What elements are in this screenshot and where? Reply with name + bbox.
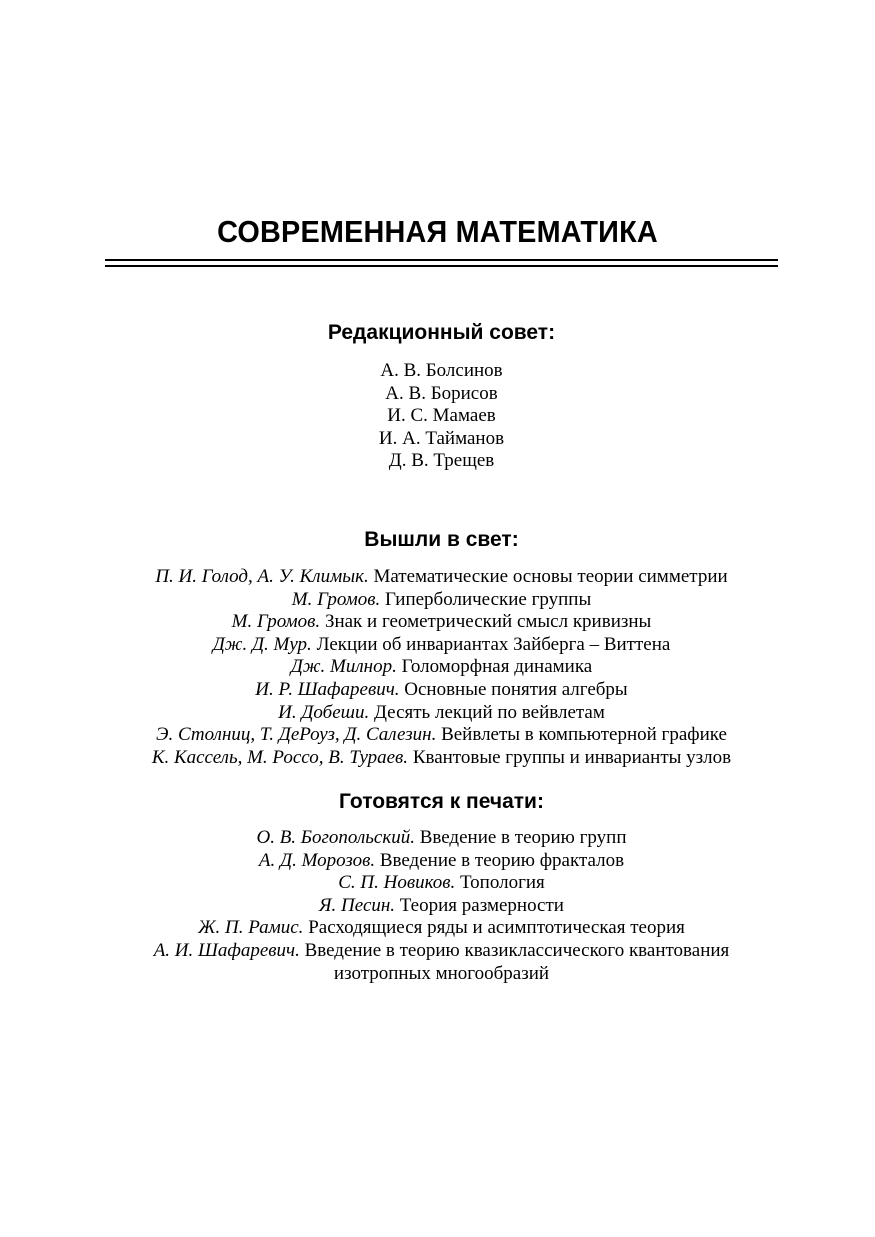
book-title: Десять лекций по вейвлетам: [373, 701, 605, 723]
book-author: А. И. Шафаревич.: [153, 939, 300, 961]
editorial-board-heading: Редакционный совет:: [327, 321, 556, 344]
book-author: Я. Песин.: [319, 894, 396, 916]
book-author: С. П. Новиков.: [338, 872, 456, 894]
book-entry: [0, 895, 875, 918]
book-title: Квантовые группы и инварианты узлов: [412, 746, 732, 768]
title-double-rule: [105, 259, 778, 268]
book-entry: [0, 589, 875, 612]
book-author: И. Р. Шафаревич.: [255, 678, 400, 700]
book-entry: [0, 940, 875, 985]
book-author: И. Добеши.: [278, 701, 370, 723]
book-entry: [0, 634, 875, 657]
book-title: Основные понятия алгебры: [404, 678, 628, 700]
rule-line-bottom: [105, 265, 778, 267]
published-heading: Вышли в свет:: [364, 528, 519, 551]
forthcoming-heading: Готовятся к печати:: [339, 790, 544, 813]
book-title: Голоморфная динамика: [401, 656, 593, 678]
book-title: Введение в теорию квазиклассического квантования: [304, 939, 730, 961]
book-entry: [0, 917, 875, 940]
book-entry: [0, 611, 875, 634]
book-title: Введение в теорию групп: [419, 827, 627, 848]
rule-line-top: [105, 259, 778, 261]
book-title: Знак и геометрический смысл кривизны: [324, 611, 652, 633]
book-title: Введение в теорию фракталов: [379, 849, 625, 871]
book-author: Дж. Д. Мур.: [212, 633, 312, 655]
editorial-board-list: [0, 360, 875, 473]
book-title: Топология: [460, 872, 545, 894]
book-author: М. Громов.: [231, 611, 321, 633]
book-entry: [0, 679, 875, 702]
board-member: И. С. Мамаев: [387, 405, 496, 427]
book-author: Э. Столниц, Т. ДеРоуз, Д. Салезин.: [156, 724, 437, 746]
board-member: А. В. Болсинов: [380, 360, 503, 381]
book-author: Ж. П. Рамис.: [198, 917, 304, 939]
book-author: П. И. Голод, А. У. Климык.: [155, 566, 369, 587]
book-title: Математические основы теории симметрии: [373, 566, 728, 587]
book-entry: [0, 566, 875, 589]
published-book-list: [0, 566, 875, 769]
book-author: К. Кассель, М. Россо, В. Тураев.: [151, 746, 409, 768]
book-title: Теория размерности: [399, 894, 564, 916]
book-title: Лекции об инвариантах Зайберга – Виттена: [316, 633, 671, 655]
book-author: М. Громов.: [291, 588, 381, 610]
book-entry: [0, 747, 875, 770]
book-entry: [0, 827, 875, 850]
forthcoming-book-list: [0, 827, 875, 985]
book-entry: [0, 850, 875, 873]
book-author: О. В. Богопольский.: [256, 827, 415, 848]
board-member: А. В. Борисов: [385, 382, 498, 404]
board-member: Д. В. Трещев: [388, 450, 495, 472]
book-author: А. Д. Морозов.: [258, 849, 376, 871]
book-entry: [0, 724, 875, 747]
book-title: Вейвлеты в компьютерной графике: [441, 724, 727, 746]
series-title: СОВРЕМЕННАЯ МАТЕМАТИКА: [217, 214, 658, 249]
book-title: Расходящиеся ряды и асимптотическая теория: [308, 917, 685, 939]
book-title: Гиперболические группы: [385, 588, 592, 610]
board-member: И. А. Тайманов: [378, 427, 505, 449]
book-author: Дж. Милнор.: [290, 656, 397, 678]
book-entry: [0, 656, 875, 679]
book-entry: [0, 872, 875, 895]
book-entry: [0, 702, 875, 725]
book-title-continuation: изотропных многообразий: [333, 962, 550, 984]
